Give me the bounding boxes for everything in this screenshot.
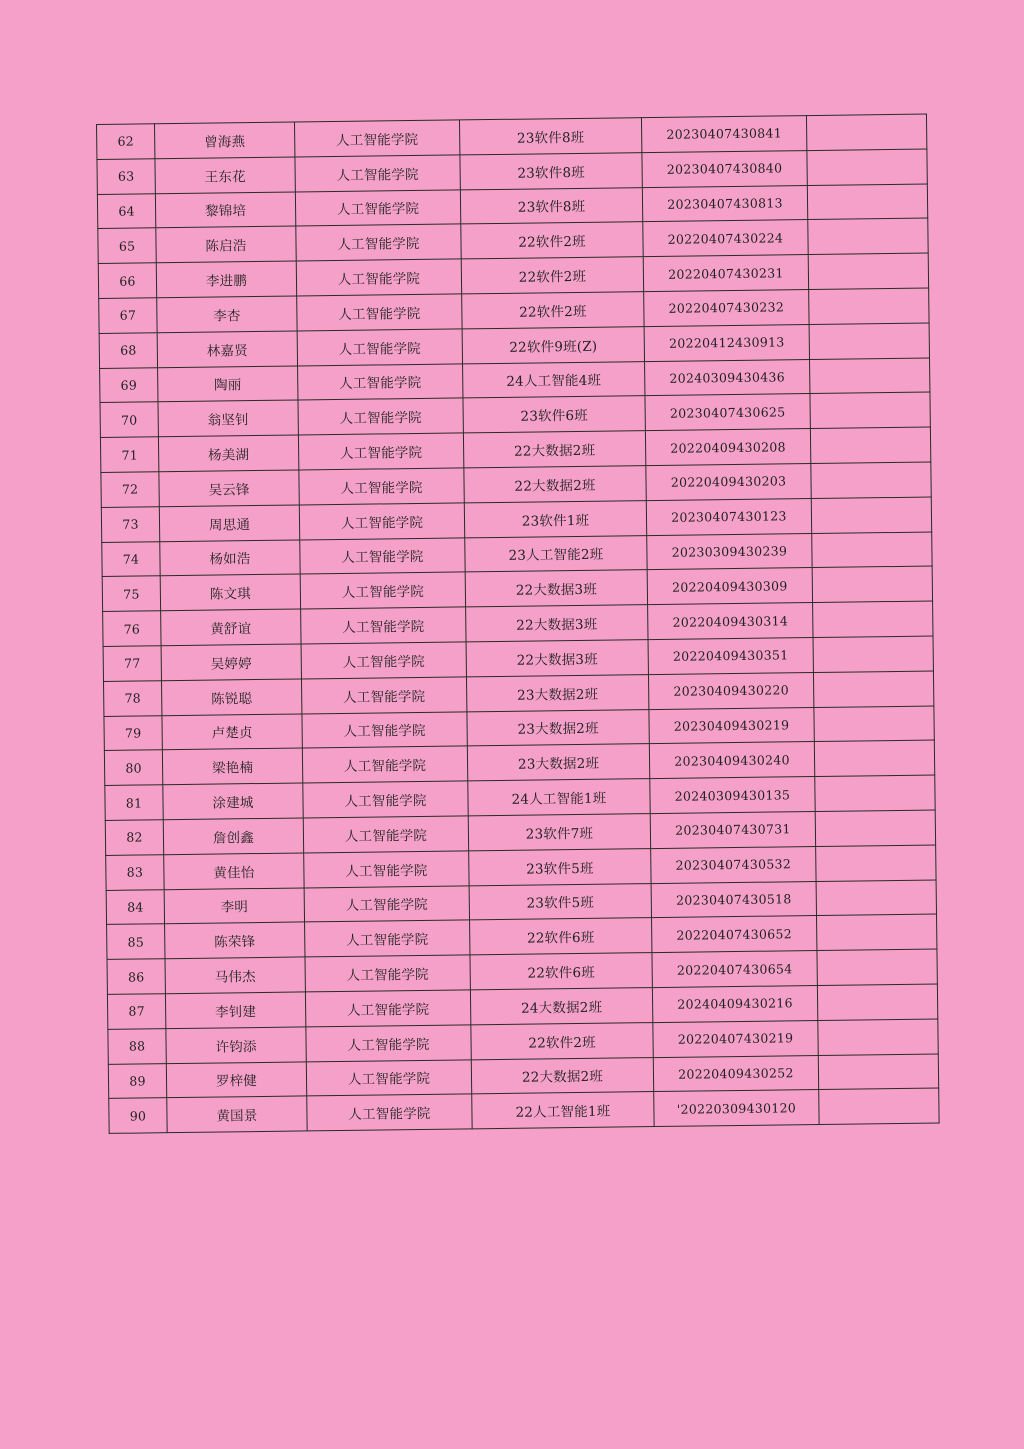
college-cell: 人工智能学院 bbox=[298, 363, 463, 400]
row-number-cell: 77 bbox=[103, 646, 161, 682]
student-table bbox=[96, 114, 940, 1134]
student-id-cell: 20230407430518 bbox=[651, 881, 816, 918]
student-name-cell: 吴婷婷 bbox=[161, 644, 301, 681]
student-id-cell: 20230409430219 bbox=[649, 707, 814, 744]
note-cell bbox=[806, 114, 926, 150]
class-cell: 23大数据2班 bbox=[466, 674, 648, 711]
student-id-cell: 20220407430231 bbox=[643, 255, 808, 292]
college-cell: 人工智能学院 bbox=[302, 711, 467, 748]
student-name-cell: 卢楚贞 bbox=[162, 714, 302, 751]
college-cell: 人工智能学院 bbox=[300, 572, 465, 609]
class-cell: 22软件2班 bbox=[461, 257, 643, 294]
note-cell bbox=[810, 392, 930, 428]
student-name-cell: 黎锦培 bbox=[155, 192, 295, 229]
row-number-cell: 80 bbox=[104, 750, 162, 786]
student-name-cell: 杨如浩 bbox=[160, 540, 300, 577]
class-cell: 22大数据3班 bbox=[466, 640, 648, 677]
note-cell bbox=[818, 1019, 938, 1055]
college-cell: 人工智能学院 bbox=[297, 329, 462, 366]
class-cell: 23软件7班 bbox=[468, 814, 650, 851]
row-number-cell: 67 bbox=[99, 298, 157, 334]
student-name-cell: 黄国景 bbox=[167, 1096, 307, 1133]
student-name-cell: 黄舒谊 bbox=[161, 609, 301, 646]
college-cell: 人工智能学院 bbox=[306, 1025, 471, 1062]
row-number-cell: 90 bbox=[109, 1098, 167, 1134]
college-cell: 人工智能学院 bbox=[299, 503, 464, 540]
row-number-cell: 78 bbox=[104, 680, 162, 716]
class-cell: 22软件2班 bbox=[462, 292, 644, 329]
student-name-cell: 陈启浩 bbox=[156, 226, 296, 263]
college-cell: 人工智能学院 bbox=[298, 433, 463, 470]
student-name-cell: 李钊建 bbox=[165, 992, 305, 1029]
college-cell: 人工智能学院 bbox=[303, 781, 468, 818]
college-cell: 人工智能学院 bbox=[305, 955, 470, 992]
note-cell bbox=[817, 984, 937, 1020]
class-cell: 22人工智能1班 bbox=[472, 1092, 654, 1129]
note-cell bbox=[819, 1088, 939, 1124]
row-number-cell: 76 bbox=[103, 611, 161, 647]
student-name-cell: 曾海燕 bbox=[155, 122, 295, 159]
college-cell: 人工智能学院 bbox=[299, 468, 464, 505]
class-cell: 22大数据3班 bbox=[465, 570, 647, 607]
row-number-cell: 69 bbox=[100, 367, 158, 403]
row-number-cell: 70 bbox=[100, 402, 158, 438]
row-number-cell: 65 bbox=[98, 228, 156, 264]
college-cell: 人工智能学院 bbox=[303, 816, 468, 853]
college-cell: 人工智能学院 bbox=[302, 746, 467, 783]
class-cell: 23软件6班 bbox=[463, 396, 645, 433]
row-number-cell: 83 bbox=[106, 854, 164, 890]
student-table-wrapper bbox=[96, 114, 940, 1134]
student-id-cell: 20220412430913 bbox=[644, 324, 809, 361]
row-number-cell: 72 bbox=[101, 472, 159, 508]
student-id-cell: 20220409430314 bbox=[648, 603, 813, 640]
note-cell bbox=[811, 497, 931, 533]
student-id-cell: 20230309430239 bbox=[647, 533, 812, 570]
student-name-cell: 陈文琪 bbox=[160, 574, 300, 611]
student-name-cell: 周思通 bbox=[159, 505, 299, 542]
student-name-cell: 许钧添 bbox=[166, 1027, 306, 1064]
note-cell bbox=[813, 636, 933, 672]
college-cell: 人工智能学院 bbox=[295, 155, 460, 192]
class-cell: 23软件8班 bbox=[460, 152, 642, 189]
college-cell: 人工智能学院 bbox=[307, 1094, 472, 1131]
student-id-cell: 20220409430252 bbox=[653, 1055, 818, 1092]
college-cell: 人工智能学院 bbox=[301, 607, 466, 644]
college-cell: 人工智能学院 bbox=[294, 120, 459, 157]
student-name-cell: 陈荣锋 bbox=[165, 922, 305, 959]
class-cell: 22大数据2班 bbox=[464, 466, 646, 503]
note-cell bbox=[813, 671, 933, 707]
note-cell bbox=[810, 427, 930, 463]
student-name-cell: 陶丽 bbox=[158, 366, 298, 403]
student-id-cell: 20220409430351 bbox=[648, 637, 813, 674]
class-cell: 23人工智能2班 bbox=[465, 535, 647, 572]
student-name-cell: 罗梓健 bbox=[166, 1061, 306, 1098]
row-number-cell: 75 bbox=[102, 576, 160, 612]
student-id-cell: 20240309430135 bbox=[650, 777, 815, 814]
student-id-cell: 20220407430652 bbox=[652, 916, 817, 953]
college-cell: 人工智能学院 bbox=[305, 920, 470, 957]
class-cell: 23软件5班 bbox=[469, 848, 651, 885]
class-cell: 22大数据2班 bbox=[471, 1057, 653, 1094]
row-number-cell: 84 bbox=[106, 889, 164, 925]
student-id-cell: 20240409430216 bbox=[652, 985, 817, 1022]
student-id-cell: 20220409430203 bbox=[646, 464, 811, 501]
college-cell: 人工智能学院 bbox=[296, 259, 461, 296]
note-cell bbox=[808, 218, 928, 254]
row-number-cell: 74 bbox=[102, 541, 160, 577]
row-number-cell: 64 bbox=[97, 193, 155, 229]
row-number-cell: 66 bbox=[98, 263, 156, 299]
student-table-body bbox=[97, 114, 940, 1133]
student-name-cell: 李进鹏 bbox=[156, 261, 296, 298]
row-number-cell: 81 bbox=[105, 785, 163, 821]
college-cell: 人工智能学院 bbox=[300, 537, 465, 574]
note-cell bbox=[810, 358, 930, 394]
row-number-cell: 63 bbox=[97, 159, 155, 195]
row-number-cell: 71 bbox=[100, 437, 158, 473]
row-number-cell: 62 bbox=[97, 124, 155, 160]
student-name-cell: 王东花 bbox=[155, 157, 295, 194]
college-cell: 人工智能学院 bbox=[298, 398, 463, 435]
class-cell: 22软件2班 bbox=[471, 1022, 653, 1059]
college-cell: 人工智能学院 bbox=[304, 851, 469, 888]
college-cell: 人工智能学院 bbox=[304, 885, 469, 922]
class-cell: 23软件8班 bbox=[459, 118, 641, 155]
student-name-cell: 黄佳怡 bbox=[164, 853, 304, 890]
student-name-cell: 涂建城 bbox=[163, 783, 303, 820]
student-id-cell: 20240309430436 bbox=[645, 359, 810, 396]
note-cell bbox=[817, 914, 937, 950]
student-name-cell: 詹创鑫 bbox=[163, 818, 303, 855]
student-id-cell: 20220409430208 bbox=[645, 429, 810, 466]
class-cell: 23软件1班 bbox=[464, 500, 646, 537]
note-cell bbox=[811, 462, 931, 498]
note-cell bbox=[808, 253, 928, 289]
class-cell: 23大数据2班 bbox=[467, 709, 649, 746]
note-cell bbox=[812, 566, 932, 602]
row-number-cell: 88 bbox=[108, 1028, 166, 1064]
college-cell: 人工智能学院 bbox=[306, 1059, 471, 1096]
row-number-cell: 82 bbox=[105, 820, 163, 856]
student-id-cell: 20220407430219 bbox=[653, 1020, 818, 1057]
student-id-cell: 20230407430532 bbox=[651, 846, 816, 883]
note-cell bbox=[813, 601, 933, 637]
row-number-cell: 68 bbox=[99, 333, 157, 369]
row-number-cell: 79 bbox=[104, 715, 162, 751]
student-name-cell: 李明 bbox=[164, 887, 304, 924]
student-name-cell: 翁坚钊 bbox=[158, 400, 298, 437]
row-number-cell: 85 bbox=[107, 924, 165, 960]
student-name-cell: 陈锐聪 bbox=[161, 679, 301, 716]
note-cell bbox=[814, 706, 934, 742]
class-cell: 22大数据3班 bbox=[466, 605, 648, 642]
note-cell bbox=[816, 880, 936, 916]
student-name-cell: 马伟杰 bbox=[165, 957, 305, 994]
note-cell bbox=[816, 845, 936, 881]
student-id-cell: 20230407430625 bbox=[645, 394, 810, 431]
row-number-cell: 73 bbox=[101, 507, 159, 543]
student-name-cell: 吴云锋 bbox=[159, 470, 299, 507]
class-cell: 23大数据2班 bbox=[467, 744, 649, 781]
class-cell: 24人工智能1班 bbox=[468, 779, 650, 816]
note-cell bbox=[818, 1054, 938, 1090]
student-id-cell: 20230407430123 bbox=[646, 498, 811, 535]
row-number-cell: 86 bbox=[107, 959, 165, 995]
class-cell: 23软件8班 bbox=[460, 187, 642, 224]
student-name-cell: 梁艳楠 bbox=[162, 748, 302, 785]
class-cell: 24人工智能4班 bbox=[463, 361, 645, 398]
student-id-cell: '20220309430120 bbox=[654, 1090, 819, 1127]
student-id-cell: 20220407430232 bbox=[644, 290, 809, 327]
row-number-cell: 89 bbox=[108, 1063, 166, 1099]
class-cell: 22软件2班 bbox=[461, 222, 643, 259]
note-cell bbox=[814, 740, 934, 776]
note-cell bbox=[807, 149, 927, 185]
note-cell bbox=[817, 949, 937, 985]
college-cell: 人工智能学院 bbox=[297, 294, 462, 331]
student-id-cell: 20220407430654 bbox=[652, 951, 817, 988]
note-cell bbox=[815, 775, 935, 811]
note-cell bbox=[809, 323, 929, 359]
college-cell: 人工智能学院 bbox=[301, 677, 466, 714]
student-name-cell: 杨美湖 bbox=[158, 435, 298, 472]
class-cell: 23软件5班 bbox=[469, 883, 651, 920]
note-cell bbox=[807, 184, 927, 220]
college-cell: 人工智能学院 bbox=[305, 990, 470, 1027]
student-id-cell: 20220407430224 bbox=[643, 220, 808, 257]
note-cell bbox=[812, 532, 932, 568]
student-id-cell: 20230407430840 bbox=[642, 150, 807, 187]
student-id-cell: 20230409430220 bbox=[648, 672, 813, 709]
student-name-cell: 李杏 bbox=[157, 296, 297, 333]
college-cell: 人工智能学院 bbox=[296, 224, 461, 261]
class-cell: 22大数据2班 bbox=[463, 431, 645, 468]
class-cell: 22软件6班 bbox=[470, 953, 652, 990]
student-id-cell: 20230407430841 bbox=[641, 116, 806, 153]
student-id-cell: 20230409430240 bbox=[649, 742, 814, 779]
student-id-cell: 20230407430813 bbox=[642, 185, 807, 222]
note-cell bbox=[815, 810, 935, 846]
college-cell: 人工智能学院 bbox=[301, 642, 466, 679]
class-cell: 22软件9班(Z) bbox=[462, 326, 644, 363]
class-cell: 22软件6班 bbox=[470, 918, 652, 955]
note-cell bbox=[809, 288, 929, 324]
class-cell: 24大数据2班 bbox=[470, 987, 652, 1024]
college-cell: 人工智能学院 bbox=[295, 190, 460, 227]
row-number-cell: 87 bbox=[107, 994, 165, 1030]
student-id-cell: 20220409430309 bbox=[647, 568, 812, 605]
student-name-cell: 林嘉贤 bbox=[157, 331, 297, 368]
student-id-cell: 20230407430731 bbox=[650, 811, 815, 848]
